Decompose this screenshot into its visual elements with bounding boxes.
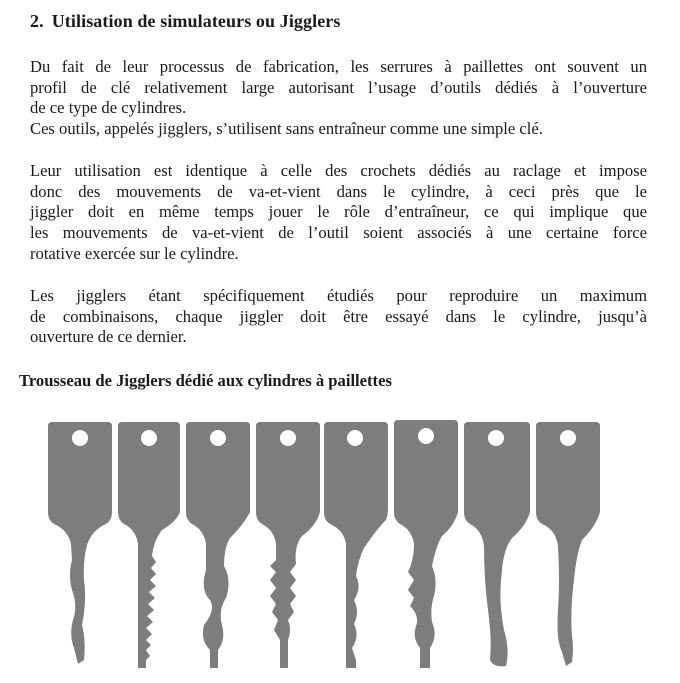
paragraph-line: ouverture de ce dernier.	[30, 327, 187, 347]
jiggler-key-2	[118, 422, 180, 668]
jiggler-key-8	[536, 422, 600, 666]
jiggler-key-3	[186, 422, 250, 668]
section-title: Utilisation de simulateurs ou Jigglers	[51, 11, 341, 31]
section-number: 2.	[30, 11, 44, 31]
jiggler-key-5	[324, 422, 388, 668]
paragraph-line: Ces outils, appelés jigglers, s’utilisent sans entraîneur comme une simple clé.	[30, 119, 543, 139]
paragraph-line: les mouvements de va-et-vient de l’outil soient associés à une certaine force	[30, 223, 647, 243]
paragraph-line: rotative exercée sur le cylindre.	[30, 243, 239, 263]
paragraph-line: de ce type de cylindres.	[30, 98, 187, 118]
paragraph-line: donc des mouvements de va-et-vient dans le cylindre, à ceci près que le	[30, 181, 647, 201]
figure-caption: Trousseau de Jigglers dédié aux cylindres à paillettes	[19, 371, 392, 390]
jiggler-key-6	[394, 420, 458, 668]
paragraph-line: jiggler doit en même temps jouer le rôle d’entraîneur, ce qui implique que	[30, 202, 647, 222]
paragraph-line: de combinaisons, chaque jiggler doit être essayé dans le cylindre, jusqu’à	[30, 306, 647, 326]
paragraph-line: Les jigglers étant spécifiquement étudiés pour reproduire un maximum	[30, 286, 647, 305]
paragraph-line: profil de clé relativement large autorisant l’usage d’outils dédiés à l’ouverture	[30, 77, 647, 97]
paragraph-line: Du fait de leur processus de fabrication, les serrures à paillettes ont souvent un	[30, 57, 647, 76]
jiggler-key-4	[256, 422, 320, 668]
paragraph-line: Leur utilisation est identique à celle des crochets dédiés au raclage et impose	[30, 161, 647, 180]
jiggler-key-7	[464, 422, 530, 666]
jiggler-key-1	[48, 422, 112, 664]
